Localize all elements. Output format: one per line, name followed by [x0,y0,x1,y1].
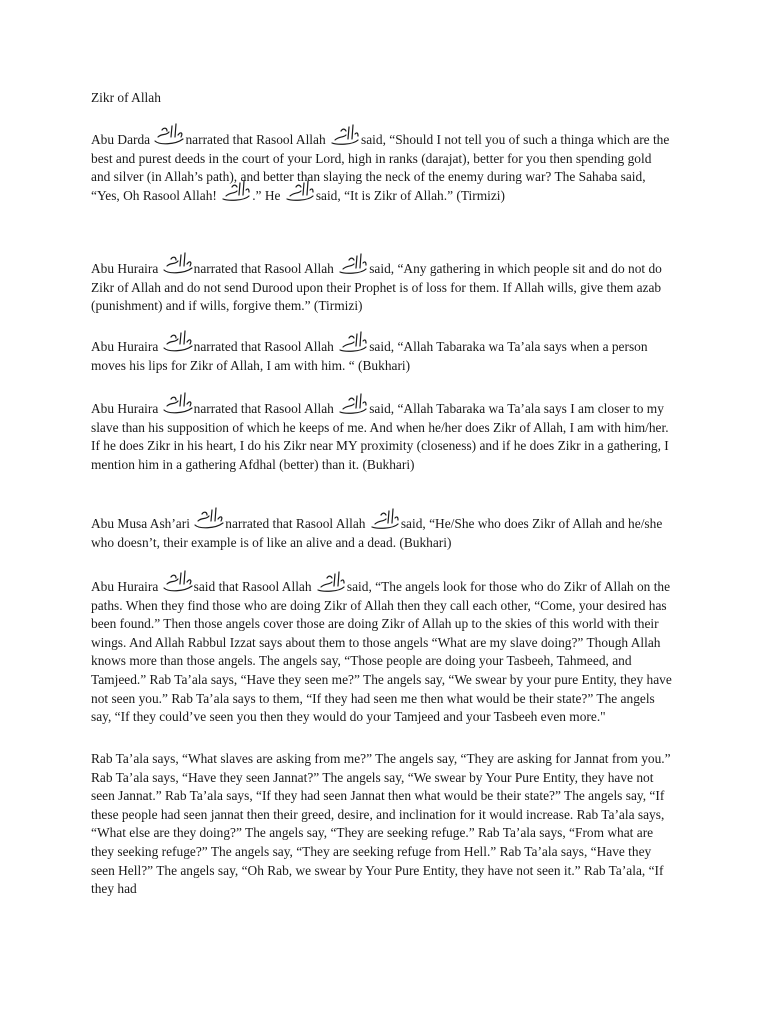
paragraph [91,338,673,375]
sallallahu-alayhi-wasallam-calligraphy-icon [284,187,316,201]
radi-allahu-anhu-calligraphy-icon [162,260,194,274]
radi-allahu-anhu-calligraphy-icon [162,578,194,592]
sallallahu-alayhi-wasallam-calligraphy-icon [220,187,252,201]
paragraph-text: narrated that Rasool Allah [193,339,338,354]
radi-allahu-anhu-calligraphy-icon [162,338,194,352]
sallallahu-alayhi-wasallam-calligraphy-icon [329,131,361,145]
paragraph [91,578,673,727]
sallallahu-alayhi-wasallam-calligraphy-icon [337,260,369,274]
paragraph-text: said, “Should I not tell you of such a thinga which are the best and purest deeds in the court of your Lord, high in ranks (darajat), better for you then spending gold and silver (in Allah’s path), and better than slaying the neck of the enemy during war? The Sahaba said, “Yes, Oh Rasool Allah! [91,132,670,203]
paragraph [91,260,673,316]
paragraph-text: narrated that Rasool Allah [185,132,330,147]
paragraph-text: Abu Darda [91,132,154,147]
paragraph-text: said that Rasool Allah [193,579,315,594]
paragraph-text: Abu Musa Ash’ari [91,516,194,531]
radi-allahu-anhu-calligraphy-icon [153,131,185,145]
paragraph [91,750,673,899]
paragraph-text: said, “Any gathering in which people sit and do not do Zikr of Allah and do not send Durood upon their Prophet is of loss for them. If Allah wills, give them azab (punishment) and if wills, forgive them.” (Tirmizi) [91,261,662,314]
paragraph [91,515,673,552]
paragraph-text: narrated that Rasool Allah [225,516,369,531]
paragraph-text: Abu Huraira [91,401,162,416]
paragraph-text: .” He [252,187,284,203]
paragraph-text: Abu Huraira [91,261,162,276]
sallallahu-alayhi-wasallam-calligraphy-icon [337,338,369,352]
paragraph-text: said, “It is Zikr of Allah.” (Tirmizi) [315,187,505,203]
paragraph-text: Rab Ta’ala says, “What slaves are asking from me?” The angels say, “They are asking for Jannat from you.” Rab Ta’ala says, “Have they seen Jannat?” The angels say, “We swear by Your Pure Entity, they have not seen Jannat.” Rab Ta’ala says, “If they had seen Jannat then what would be their state?” The angels say, “If these people had seen jannat then their greed, desire, and inclination for it would increase. Rab Ta’ala says, “What else are they doing?” The angels say, “They are seeking refuge.” Rab Ta’ala says, “From what are they seeking refuge?” The angels say, “They are seeking refuge from Hell.” Rab Ta’ala says, “Have they seen Hell?” The angels say, “Oh Rab, we swear by Your Pure Entity, they have not seen it.” Rab Ta’ala, “If they had [91,751,671,897]
sallallahu-alayhi-wasallam-calligraphy-icon [369,515,401,529]
paragraph-text: Abu Huraira [91,579,162,594]
paragraph-text: Abu Huraira [91,339,162,354]
document-title: Zikr of Allah [91,90,161,105]
paragraph-text: said, “Allah Tabaraka wa Ta’ala says I am closer to my slave than his supposition of which he keeps of me. And when he/her does Zikr of Allah, I am with him/her. If he does Zikr in his heart, I do his Zikr near MY proximity (closeness) and if he does Zikr in a gathering, I mention him in a gathering Afdhal (better) than it. (Bukhari) [91,401,669,472]
paragraph-text: said, “Allah Tabaraka wa Ta’ala says when a person moves his lips for Zikr of Allah, I am with him. “ (Bukhari) [91,339,648,373]
sallallahu-alayhi-wasallam-calligraphy-icon [337,400,369,414]
paragraph-text: narrated that Rasool Allah [193,261,338,276]
radi-allahu-anhu-calligraphy-icon [193,515,225,529]
radi-allahu-anhu-calligraphy-icon [162,400,194,414]
paragraph-text: said, “He/She who does Zikr of Allah and he/she who doesn’t, their example is of like an alive and a dead. (Bukhari) [91,516,663,550]
paragraph [91,400,673,474]
paragraph [91,131,673,205]
sallallahu-alayhi-wasallam-calligraphy-icon [315,578,347,592]
paragraph-text: narrated that Rasool Allah [193,401,338,416]
paragraph-text: said, “The angels look for those who do Zikr of Allah on the paths. When they find those who are doing Zikr of Allah then they call each other, “Come, your desired has been found.” Then those angels cover those are doing Zikr of Allah up to the skies of this world with their wings. And Allah Rabbul Izzat says about them to those angels “What are my slave doing?” Though Allah knows more than those angels. The angels say, “Those people are doing your Tasbeeh, Tahmeed, and Tamjeed.” Rab Ta’ala says, “Have they seen me?” The angels say, “We swear by your pure Entity, they have not seen you.” Rab Ta’ala says to them, “If they had seen me then what would be their state?” The angels say, “If they could’ve seen you then they would do your Tamjeed and your Tasbeeh even more." [91,579,672,725]
